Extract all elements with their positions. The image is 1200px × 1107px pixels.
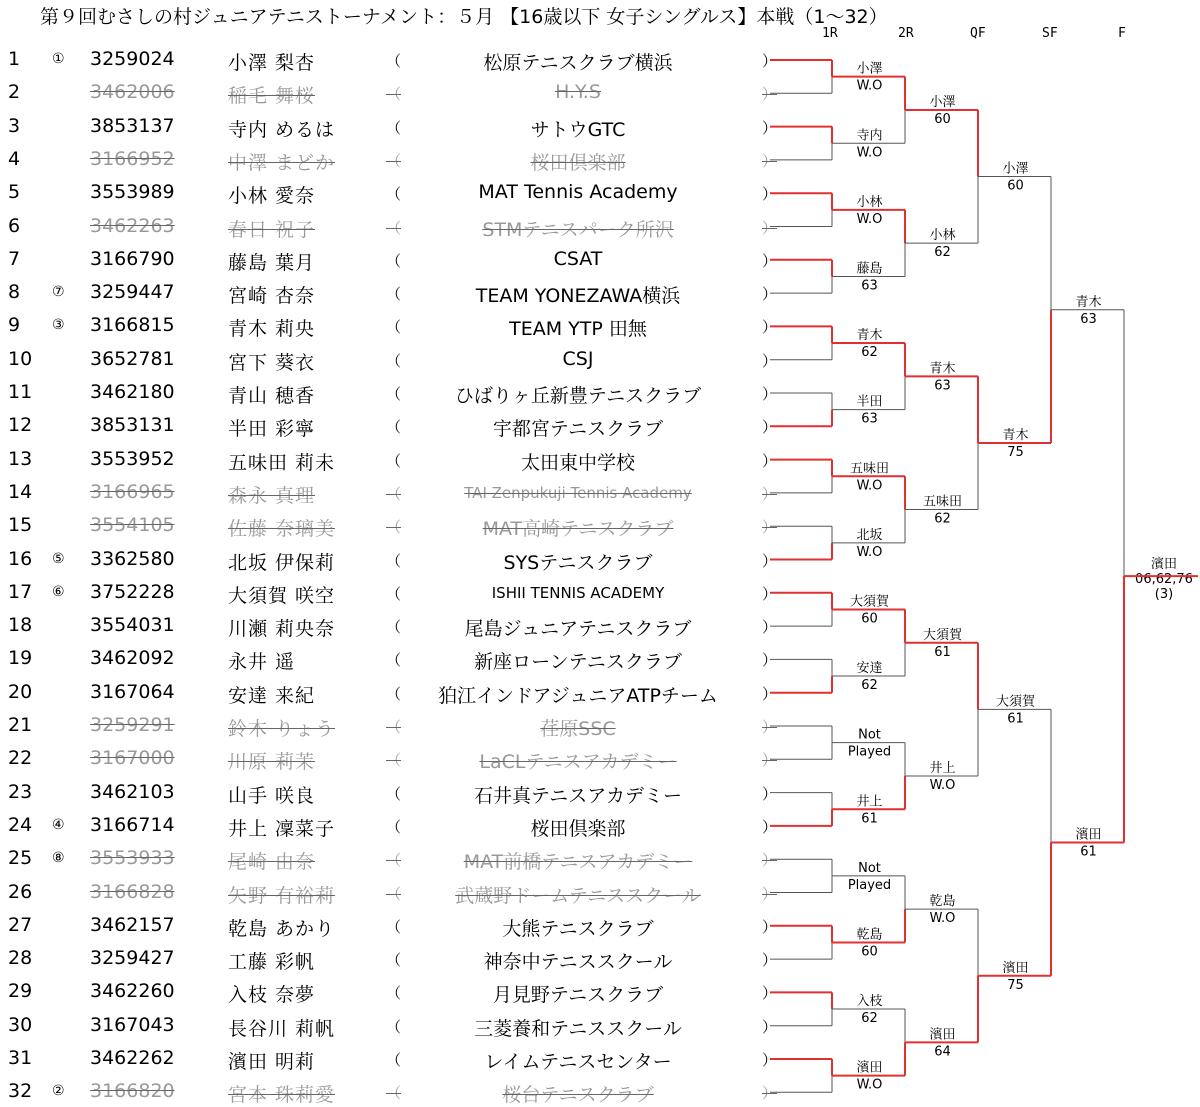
player-id: 3462262 (90, 1047, 175, 1069)
match-score: 61 (1080, 844, 1097, 860)
player-name: 北坂 伊保莉 (228, 551, 336, 574)
player-id: 3166828 (90, 880, 175, 903)
winner-name: Not (858, 727, 881, 743)
paren-close: ） (762, 884, 778, 903)
winner-name: 小澤 (1002, 161, 1029, 177)
paren-open: （ (386, 85, 402, 104)
match-score: 75 (1007, 977, 1024, 993)
seed-mark: ⑦ (52, 284, 65, 301)
draw-number: 5 (8, 181, 21, 204)
winner-name: 濱田 (856, 1060, 883, 1076)
paren-open: （ (386, 151, 402, 170)
player-id: 3166714 (90, 813, 175, 836)
paren-open: （ (386, 684, 402, 703)
player-name: 入枝 奈夢 (228, 984, 316, 1007)
paren-close: ） (762, 984, 778, 1003)
match-score: 63 (934, 378, 951, 394)
paren-open: （ (386, 917, 402, 936)
winner-name: 半田 (856, 394, 883, 410)
player-id: 3853131 (90, 414, 175, 437)
club-name: CSJ (562, 347, 594, 370)
match-score: 06,62,76 (1135, 572, 1193, 588)
match-score: W.O (856, 544, 883, 560)
paren-open: （ (386, 1017, 402, 1036)
player-name: 大須賀 咲空 (228, 584, 336, 607)
draw-number: 18 (8, 614, 33, 637)
player-name: 井上 凜菜子 (228, 817, 336, 840)
winner-name: 小林 (929, 228, 956, 244)
club-name: ISHII TENNIS ACADEMY (491, 583, 665, 602)
player-name: 寺内 めるは (228, 118, 336, 141)
draw-number: 32 (8, 1080, 33, 1103)
player-id: 3362580 (90, 547, 175, 570)
paren-close: ） (762, 951, 778, 970)
paren-close: ） (762, 1051, 778, 1069)
match-score: 61 (861, 811, 878, 827)
winner-name: 井上 (929, 760, 956, 776)
match-score: W.O (929, 777, 956, 793)
winner-name: 小澤 (929, 94, 956, 110)
player-id: 3462092 (90, 647, 175, 670)
paren-open: （ (386, 751, 402, 770)
paren-close: ） (762, 684, 778, 703)
club-name: 桜田倶楽部 (530, 151, 626, 174)
player-id: 3167000 (90, 747, 175, 770)
draw-number: 4 (8, 147, 21, 170)
match-score: 62 (934, 245, 951, 261)
paren-open: （ (386, 385, 402, 403)
player-name: 藤島 葉月 (228, 251, 316, 274)
draw-number: 15 (8, 514, 33, 537)
match-score: 62 (861, 678, 878, 694)
winner-name: 小林 (856, 194, 883, 210)
match-score: 63 (861, 411, 878, 427)
match-score: Played (847, 744, 892, 760)
player-id: 3462260 (90, 980, 175, 1003)
round-header: F (1118, 26, 1126, 41)
paren-open: （ (386, 817, 402, 836)
winner-name: 青木 (1075, 294, 1102, 310)
match-score: 64 (934, 1044, 951, 1060)
player-id: 3166790 (90, 247, 175, 270)
paren-close: ） (762, 718, 778, 736)
player-name: 森永 真理 (228, 484, 316, 507)
paren-open: （ (386, 984, 402, 1003)
player-id: 3166820 (90, 1080, 175, 1103)
club-name: 三菱養和テニススクール (474, 1017, 682, 1040)
paren-close: ） (762, 518, 778, 537)
paren-open: （ (386, 518, 402, 537)
player-name: 川瀬 莉央奈 (228, 618, 336, 641)
paren-open: （ (386, 351, 402, 370)
paren-open: （ (386, 718, 402, 736)
paren-open: （ (386, 1084, 402, 1103)
round-header: SF (1042, 26, 1058, 41)
match-score: 60 (861, 944, 878, 960)
club-name: H.Y.S (555, 81, 601, 104)
paren-open: （ (386, 551, 402, 570)
winner-name: 五味田 (849, 461, 890, 477)
club-name: 荏原SSC (540, 718, 616, 740)
winner-name: 大須賀 (995, 694, 1036, 710)
player-name: 濱田 明莉 (228, 1051, 316, 1073)
club-name: TEAM YTP 田無 (509, 318, 647, 341)
player-name: 佐藤 奈璃美 (228, 518, 336, 541)
club-name: 狛江インドアジュニアATPチーム (438, 684, 718, 707)
paren-open: （ (386, 52, 402, 70)
player-id: 3259447 (90, 281, 175, 304)
player-name: 安達 来紀 (228, 684, 316, 707)
winner-name: Not (858, 860, 881, 876)
paren-close: ） (762, 151, 778, 170)
paren-close: ） (762, 52, 778, 70)
match-score: W.O (856, 145, 883, 161)
round-header: 2R (898, 26, 914, 41)
match-score: W.O (929, 911, 956, 927)
match-score: W.O (856, 1077, 883, 1093)
player-name: 半田 彩寧 (228, 418, 316, 441)
round-header: QF (970, 26, 986, 41)
match-score: 60 (934, 111, 951, 127)
draw-number: 1 (8, 48, 21, 70)
player-id: 3554105 (90, 514, 175, 537)
club-name: 尾島ジュニアテニスクラブ (464, 618, 692, 641)
seed-mark: ④ (52, 816, 65, 833)
club-name: レイムテニスセンター (484, 1051, 672, 1073)
seed-mark: ⑧ (52, 850, 65, 867)
draw-number: 27 (8, 913, 33, 936)
page-title: 第９回むさしの村ジュニアテニストーナメント：５月 【16歳以下 女子シングルス】本戦（1〜32） (40, 6, 888, 28)
player-id: 3462180 (90, 381, 175, 403)
paren-open: （ (386, 851, 402, 870)
draw-number: 10 (8, 347, 33, 370)
seed-mark: ⑥ (52, 583, 65, 600)
paren-open: （ (386, 884, 402, 903)
seed-mark: ① (52, 51, 65, 67)
player-name: 川原 莉茉 (228, 751, 316, 774)
club-name: 武蔵野ドームテニススクール (455, 884, 701, 907)
winner-name: 大須賀 (849, 594, 890, 610)
winner-name: 井上 (856, 794, 883, 810)
winner-name: 濱田 (1150, 557, 1178, 573)
draw-number: 24 (8, 813, 33, 836)
player-id: 3259024 (90, 48, 175, 70)
paren-close: ） (762, 85, 778, 104)
player-name: 宮下 葵衣 (228, 351, 316, 374)
player-name: 乾島 あかり (228, 917, 336, 940)
draw-number: 12 (8, 414, 33, 437)
draw-number: 11 (8, 381, 33, 403)
club-name: 石井真テニスアカデミー (473, 784, 683, 807)
club-name: サトウGTC (530, 118, 626, 141)
club-name: TEAM YONEZAWA横浜 (475, 285, 681, 308)
draw-number: 22 (8, 747, 33, 770)
draw-number: 19 (8, 647, 33, 670)
paren-close: ） (762, 484, 778, 503)
winner-name: 入枝 (856, 994, 883, 1010)
paren-open: （ (386, 784, 402, 803)
match-score: 62 (934, 511, 951, 527)
winner-name: 藤島 (856, 261, 883, 277)
paren-close: ） (762, 1084, 778, 1103)
winner-name: 乾島 (929, 894, 956, 910)
paren-close: ） (762, 451, 778, 470)
player-name: 矢野 有裕莉 (228, 884, 336, 907)
player-id: 3166965 (90, 480, 175, 503)
player-name: 小澤 梨杏 (228, 52, 316, 74)
match-score: 63 (1080, 311, 1097, 327)
winner-name: 青木 (929, 361, 956, 377)
match-score: 60 (861, 611, 878, 627)
player-id: 3462157 (90, 913, 175, 936)
draw-number: 20 (8, 680, 33, 703)
paren-close: ） (762, 418, 778, 437)
player-name: 長谷川 莉帆 (228, 1017, 336, 1040)
winner-name: 大須賀 (922, 627, 963, 643)
paren-close: ） (762, 584, 778, 603)
draw-number: 17 (8, 580, 33, 603)
paren-open: （ (386, 285, 402, 304)
paren-open: （ (386, 418, 402, 437)
paren-close: ） (762, 651, 778, 670)
player-id: 3462103 (90, 780, 175, 803)
winner-name: 青木 (856, 328, 883, 344)
winner-name: 北坂 (856, 527, 883, 543)
club-name: 松原テニスクラブ横浜 (483, 52, 673, 74)
player-id: 3554031 (90, 614, 175, 637)
winner-name: 濱田 (1002, 960, 1029, 976)
club-name: MAT高崎テニスクラブ (482, 518, 674, 541)
player-name: 春日 祝子 (228, 218, 316, 241)
club-name: 新座ローンテニスクラブ (474, 651, 682, 674)
player-id: 3462263 (90, 214, 175, 237)
player-id: 3553952 (90, 447, 175, 470)
match-score: 61 (1007, 711, 1024, 727)
paren-close: ） (762, 218, 778, 237)
draw-number: 25 (8, 847, 33, 870)
match-score: 62 (861, 1011, 878, 1027)
paren-close: ） (762, 385, 778, 403)
paren-close: ） (762, 1017, 778, 1036)
draw-number: 16 (8, 547, 33, 570)
player-name: 青山 穂香 (228, 385, 316, 407)
match-score: 75 (1007, 444, 1024, 460)
club-name: LaCLテニスアカデミー (479, 751, 677, 774)
player-id: 3166815 (90, 314, 175, 337)
match-score: 61 (934, 644, 951, 660)
paren-close: ） (762, 784, 778, 803)
club-name: 桜田倶楽部 (530, 817, 626, 840)
draw-number: 3 (8, 114, 21, 137)
match-score-extra: (3) (1154, 587, 1174, 603)
club-name: SYSテニスクラブ (503, 551, 653, 574)
player-name: 宮本 珠莉愛 (228, 1084, 336, 1107)
player-id: 3752228 (90, 580, 175, 603)
player-id: 3553989 (90, 181, 175, 204)
paren-close: ） (762, 251, 778, 270)
draw-number: 14 (8, 480, 33, 503)
player-id: 3259291 (90, 714, 175, 736)
paren-close: ） (762, 851, 778, 870)
draw-number: 7 (8, 247, 21, 270)
player-name: 五味田 莉未 (228, 451, 336, 474)
paren-open: （ (386, 951, 402, 970)
club-name: MAT前橋テニスアカデミー (463, 851, 693, 874)
player-id: 3167064 (90, 680, 175, 703)
club-name: 宇都宮テニスクラブ (492, 418, 664, 441)
draw-number: 31 (8, 1047, 33, 1069)
winner-name: 寺内 (856, 128, 883, 144)
paren-close: ） (762, 285, 778, 304)
player-name: 中澤 まどか (228, 151, 336, 174)
paren-open: （ (386, 651, 402, 670)
draw-number: 23 (8, 780, 33, 803)
winner-name: 安達 (856, 661, 883, 677)
paren-close: ） (762, 551, 778, 570)
paren-close: ） (762, 185, 778, 204)
winner-name: 濱田 (1075, 827, 1102, 843)
match-score: 63 (861, 278, 878, 294)
club-name: 大熊テニスクラブ (502, 917, 654, 940)
player-name: 鈴木 りょう (228, 718, 336, 740)
player-id: 3166952 (90, 147, 175, 170)
winner-name: 小澤 (856, 61, 883, 77)
player-name: 永井 遥 (228, 651, 296, 674)
player-id: 3853137 (90, 114, 175, 137)
player-id: 3652781 (90, 347, 175, 370)
paren-close: ） (762, 318, 778, 337)
club-name: STMテニスパーク所沢 (482, 218, 674, 241)
match-score: Played (847, 877, 892, 893)
draw-number: 26 (8, 880, 33, 903)
club-name: TAI Zenpukuji Tennis Academy (464, 483, 692, 502)
seed-mark: ⑤ (52, 550, 65, 567)
match-score: W.O (856, 478, 883, 494)
paren-close: ） (762, 618, 778, 637)
club-name: CSAT (553, 247, 603, 270)
paren-close: ） (762, 118, 778, 137)
draw-number: 29 (8, 980, 33, 1003)
player-name: 宮崎 杏奈 (228, 285, 316, 308)
player-name: 青木 莉央 (228, 318, 316, 341)
seed-mark: ② (52, 1083, 65, 1100)
draw-number: 8 (8, 281, 21, 304)
player-name: 小林 愛奈 (228, 185, 316, 208)
paren-open: （ (386, 1051, 402, 1069)
club-name: ひばりヶ丘新豊テニスクラブ (454, 385, 702, 407)
paren-open: （ (386, 318, 402, 337)
player-name: 工藤 彩帆 (228, 951, 316, 974)
seed-mark: ③ (52, 317, 65, 334)
club-name: 太田東中学校 (520, 451, 635, 474)
match-score: 62 (861, 345, 878, 361)
draw-number: 6 (8, 214, 21, 237)
paren-open: （ (386, 185, 402, 204)
club-name: MAT Tennis Academy (478, 181, 678, 204)
winner-name: 濱田 (929, 1027, 956, 1043)
winner-name: 五味田 (922, 494, 963, 510)
round-header: 1R (822, 26, 838, 41)
club-name: 神奈中テニススクール (483, 951, 673, 974)
paren-open: （ (386, 584, 402, 603)
paren-close: ） (762, 917, 778, 936)
paren-close: ） (762, 751, 778, 770)
paren-open: （ (386, 218, 402, 237)
match-score: W.O (856, 211, 883, 227)
player-name: 山手 咲良 (228, 784, 316, 807)
draw-number: 9 (8, 314, 21, 337)
player-name: 稲毛 舞桜 (228, 85, 316, 108)
draw-number: 13 (8, 447, 33, 470)
paren-close: ） (762, 817, 778, 836)
player-id: 3259427 (90, 947, 175, 970)
paren-open: （ (386, 118, 402, 137)
draw-number: 30 (8, 1013, 33, 1036)
paren-close: ） (762, 351, 778, 370)
club-name: 桜台テニスクラブ (502, 1084, 654, 1107)
paren-open: （ (386, 251, 402, 270)
club-name: 月見野テニスクラブ (492, 984, 664, 1007)
paren-open: （ (386, 618, 402, 637)
winner-name: 乾島 (856, 927, 883, 943)
draw-number: 28 (8, 947, 33, 970)
match-score: 60 (1007, 178, 1024, 194)
player-id: 3553933 (90, 847, 175, 870)
paren-open: （ (386, 484, 402, 503)
winner-name: 青木 (1002, 427, 1029, 443)
player-id: 3167043 (90, 1013, 175, 1036)
draw-number: 21 (8, 714, 33, 736)
player-id: 3462006 (90, 81, 175, 104)
player-name: 尾崎 由奈 (228, 851, 316, 874)
draw-number: 2 (8, 81, 21, 104)
match-score: W.O (856, 78, 883, 94)
paren-open: （ (386, 451, 402, 470)
